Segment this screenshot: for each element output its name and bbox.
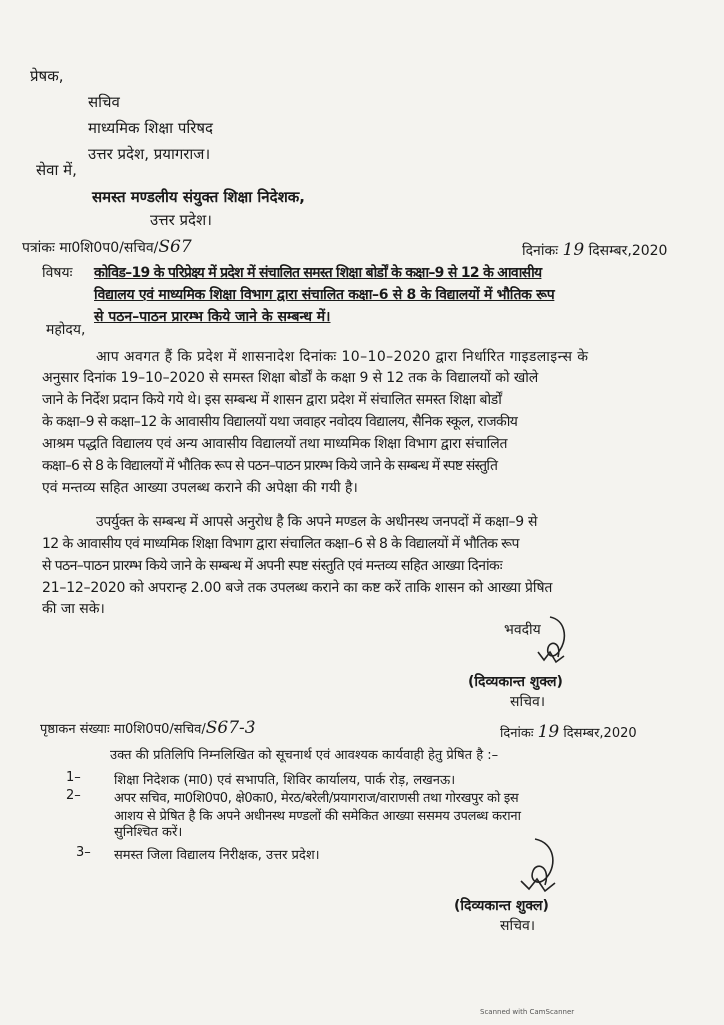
para2-line2: 12 के आवासीय एवं माध्यमिक शिक्षा विभाग द्वारा संचालित कक्षा–6 से 8 के विद्यालयों में भौतिक रूप	[42, 536, 519, 552]
sender-line1: सचिव	[88, 93, 120, 111]
para2-line5: की जा सके।	[42, 601, 105, 617]
closing-designation: सचिव।	[510, 694, 546, 710]
endorsement-item2-line2: आशय से प्रेषित है कि अपने अधीनस्थ मण्डलों की समेकित आख्या ससमय उपलब्ध कराना	[114, 809, 521, 824]
recipient-line2: उत्तर प्रदेश।	[150, 211, 212, 229]
endorsement-item2-line1: अपर सचिव, मा0शि0प0, क्षे0का0, मेरठ/बरेली/प्रयागराज/वाराणसी तथा गोरखपुर को इस	[114, 791, 519, 806]
subject-label: विषयः	[42, 265, 73, 281]
subject-line1: कोविड–19 के परिप्रेक्ष्य में प्रदेश में संचालित समस्त शिक्षा बोर्डों के कक्षा–9 से 12 के आवासीय	[94, 265, 542, 281]
endorsement-line	[40, 718, 256, 738]
ref-number-handwritten: S67	[158, 237, 192, 257]
endorsement-number-handwritten: S67-3	[205, 718, 256, 738]
para2-line3: से पठन–पाठन प्रारम्भ किये जाने के सम्बन्ध में अपनी स्पष्ट संस्तुति एवं मन्तव्य सहित आख्या दिनांकः	[42, 558, 503, 574]
subject-line2: विद्यालय एवं माध्यमिक शिक्षा विभाग द्वारा संचालित कक्षा–6 से 8 के विद्यालयों में भौतिक रूप	[94, 287, 555, 303]
scanner-watermark: Scanned with CamScanner	[480, 1008, 575, 1016]
para2-line1: उपर्युक्त के सम्बन्ध में आपसे अनुरोध है कि अपने मण्डल के अधीनस्थ जनपदों में कक्षा–9 से	[96, 514, 538, 530]
ref-date	[522, 240, 667, 260]
endorsement-date-day: 19	[537, 722, 560, 742]
para1-line4: के कक्षा–9 से कक्षा–12 के आवासीय विद्यालयों यथा जवाहर नवोदय विद्यालय, सैनिक स्कूल, राजकीय	[42, 414, 518, 430]
ref-number: मा0शि0प0/सचिव/	[59, 240, 159, 256]
sender-line3: उत्तर प्रदेश, प्रयागराज।	[88, 145, 211, 163]
endorsement-item2-line3: सुनिश्चित करें।	[114, 825, 183, 840]
endorsement-name: (दिव्यकान्त शुक्ल)	[454, 898, 549, 914]
para2-line4: 21–12–2020 को अपरान्ह 2.00 बजे तक उपलब्ध कराने का कष्ट करें ताकि शासन को आख्या प्रेषित	[42, 580, 553, 596]
recipient-label: सेवा में,	[36, 161, 77, 179]
closing-yours: भवदीय	[504, 622, 541, 638]
sender-label: प्रेषक,	[30, 67, 64, 85]
para1-line3: जाने के निर्देश प्रदान किये गये थे। इस सम्बन्ध में शासन द्वारा प्रदेश में संचालित समस्त शिक्षा बोर्डों	[42, 392, 502, 408]
ref-date-rest: दिसम्बर,2020	[588, 243, 668, 259]
endorsement-intro: उक्त की प्रतिलिपि निम्नलिखित को सूचनार्थ एवं आवश्यक कार्यवाही हेतु प्रेषित है :–	[110, 748, 499, 763]
endorsement-date-label: दिनांकः	[500, 726, 534, 741]
endorsement-item3-line1: समस्त जिला विद्यालय निरीक्षक, उत्तर प्रदेश।	[114, 848, 320, 863]
ref-line	[22, 237, 192, 257]
endorsement-item1-num: 1–	[66, 770, 81, 785]
para1-line2: अनुसार दिनांक 19–10–2020 से समस्त शिक्षा बोर्डों के कक्षा 9 से 12 तक के विद्यालयों को खोले	[42, 370, 539, 386]
salutation: महोदय,	[46, 322, 86, 338]
endorsement-item1-line1: शिक्षा निदेशक (मा0) एवं सभापति, शिविर कार्यालय, पार्क रोड़, लखनऊ।	[114, 773, 456, 788]
endorsement-label: पृष्ठाकन संख्याः मा0शि0प0/सचिव/	[40, 722, 206, 737]
recipient-line1: समस्त मण्डलीय संयुक्त शिक्षा निदेशक,	[92, 188, 306, 206]
ref-date-day: 19	[562, 240, 585, 260]
signature-1	[520, 612, 580, 672]
ref-date-label: दिनांकः	[522, 243, 559, 259]
sender-line2: माध्यमिक शिक्षा परिषद	[88, 119, 214, 137]
para1-line7: एवं मन्तव्य सहित आख्या उपलब्ध कराने की अपेक्षा की गयी है।	[42, 480, 358, 496]
para1-line6: कक्षा–6 से 8 के विद्यालयों में भौतिक रूप से पठन–पाठन प्रारम्भ किये जाने के सम्बन्ध में स्पष्ट संस्तुति	[42, 458, 498, 474]
subject-line3: से पठन–पाठन प्रारम्भ किये जाने के सम्बन्ध में।	[94, 309, 331, 325]
ref-label: पत्रांकः	[22, 240, 55, 256]
endorsement-date	[500, 722, 637, 742]
para1-line1: आप अवगत हैं कि प्रदेश में शासनादेश दिनांकः 10–10–2020 द्वारा निर्धारित गाइडलाइन्स के	[96, 349, 589, 365]
para1-line5: आश्रम पद्धति विद्यालय एवं अन्य आवासीय विद्यालयों तथा माध्यमिक शिक्षा विभाग द्वारा संचालित	[42, 436, 508, 452]
signature-2	[505, 835, 575, 900]
endorsement-item3-num: 3–	[76, 845, 91, 860]
endorsement-designation: सचिव।	[500, 918, 536, 934]
closing-name: (दिव्यकान्त शुक्ल)	[468, 674, 563, 690]
endorsement-item2-num: 2–	[66, 788, 81, 803]
endorsement-date-rest: दिसम्बर,2020	[563, 726, 637, 741]
